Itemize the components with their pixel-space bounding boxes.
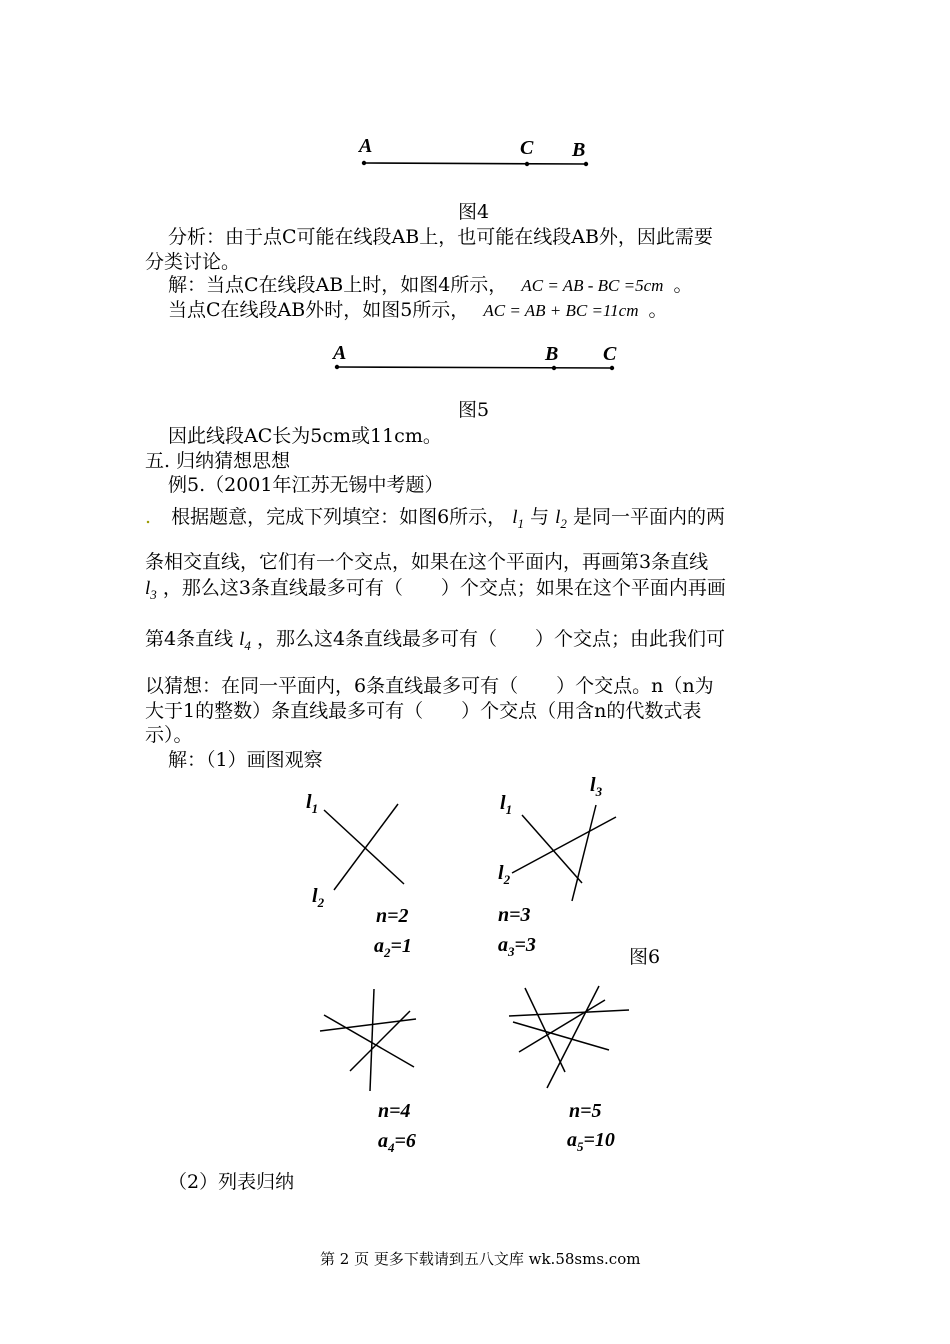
line-4 xyxy=(350,1011,410,1071)
line-4 xyxy=(547,986,599,1088)
label-l2: $l_2$ xyxy=(312,885,325,910)
figure-4-diagram xyxy=(340,130,600,175)
l4-symbol: $l_4$ xyxy=(239,629,251,653)
point-c-label: C xyxy=(603,343,617,365)
problem-line-6: 大于1的整数）条直线最多可有（ ）个交点（用含n的代数式表 xyxy=(145,700,702,722)
segment-ab xyxy=(364,163,586,164)
problem-line-3 xyxy=(145,576,726,607)
label-l1: $l_1$ xyxy=(306,791,319,816)
n-value: n=2 xyxy=(376,905,409,927)
a-value: $a_5=10$ xyxy=(567,1129,615,1154)
figure-4-caption: 图4 xyxy=(458,201,490,223)
figure-6-panel-1 xyxy=(300,780,440,960)
solution-step-2: （2）列表归纳 xyxy=(168,1171,295,1193)
line-5 xyxy=(519,1000,605,1052)
problem-line-1 xyxy=(145,505,725,536)
point-b-dot xyxy=(552,366,556,370)
l1-symbol: $l_1$ xyxy=(512,507,525,531)
line-3 xyxy=(370,989,374,1091)
figure-6-panel-3 xyxy=(310,985,440,1160)
solution-case-1-formula: AC = AB - BC =5cm xyxy=(521,276,664,295)
solution-case-2-formula: AC = AB + BC =11cm xyxy=(483,301,639,320)
point-c-label: C xyxy=(520,137,534,159)
solution-case-1-end: 。 xyxy=(673,274,693,296)
label-l1: $l_1$ xyxy=(500,792,513,817)
n-value: n=3 xyxy=(498,904,531,926)
line-l2 xyxy=(334,804,398,890)
figure-5-diagram xyxy=(325,335,625,380)
point-b-dot xyxy=(584,162,588,166)
line-l3 xyxy=(572,805,596,901)
a-value: $a_2=1$ xyxy=(374,935,412,960)
line-2 xyxy=(324,1015,414,1067)
solution-case-1-text: 解：当点C在线段AB上时，如图4所示， xyxy=(168,274,508,296)
problem-line-1-b: 与 xyxy=(530,506,550,528)
problem-line-1-c: 是同一平面内的两 xyxy=(572,506,725,528)
line-l1 xyxy=(324,810,404,884)
stray-dot: . xyxy=(145,506,152,528)
point-a-label: A xyxy=(359,135,373,157)
solution-case-1 xyxy=(168,273,693,298)
label-l2: $l_2$ xyxy=(498,862,511,887)
figure-6-panel-4 xyxy=(505,980,640,1155)
problem-line-2: 条相交直线，它们有一个交点，如果在这个平面内，再画第3条直线 xyxy=(145,551,709,573)
point-b-label: B xyxy=(545,343,559,365)
example-5-heading: 例5.（2001年江苏无锡中考题） xyxy=(168,474,444,496)
figure-6-panel-2 xyxy=(490,775,640,960)
problem-line-3-text: ，那么这3条直线最多可有（ ）个交点；如果在这个平面内再画 xyxy=(162,577,726,599)
point-a-label: A xyxy=(333,342,347,364)
problem-line-4 xyxy=(145,627,725,658)
problem-line-4-a: 第4条直线 xyxy=(145,628,234,650)
line-l2 xyxy=(512,817,616,873)
a-value: $a_3=3$ xyxy=(498,934,536,959)
segment-ac xyxy=(337,367,612,368)
solution-case-2 xyxy=(168,298,668,323)
point-c-dot xyxy=(610,366,614,370)
point-a-dot xyxy=(362,161,366,165)
label-l3: $l_3$ xyxy=(590,774,603,799)
point-c-dot xyxy=(525,162,529,166)
point-b-label: B xyxy=(572,139,586,161)
section-5-title: 五. 归纳猜想思想 xyxy=(145,450,291,472)
l3-symbol: $l_3$ xyxy=(145,578,157,602)
problem-line-1-a: 根据题意，完成下列填空：如图6所示， xyxy=(171,506,507,528)
solution-case-2-text: 当点C在线段AB外时，如图5所示， xyxy=(168,299,470,321)
n-value: n=4 xyxy=(378,1100,411,1122)
line-3 xyxy=(525,988,565,1072)
page-footer: 第 2 页 更多下载请到五八文库 wk.58sms.com xyxy=(320,1250,641,1268)
problem-line-5: 以猜想：在同一平面内，6条直线最多可有（ ）个交点。n（n为 xyxy=(145,675,714,697)
conclusion-text: 因此线段AC长为5cm或11cm。 xyxy=(168,425,442,447)
solution-case-2-end: 。 xyxy=(648,299,668,321)
a-value: $a_4=6$ xyxy=(378,1130,416,1155)
figure-6-caption: 图6 xyxy=(629,946,661,968)
point-a-dot xyxy=(335,365,339,369)
problem-line-4-b: ，那么这4条直线最多可有（ ）个交点；由此我们可 xyxy=(256,628,726,650)
analysis-line-1: 分析：由于点C可能在线段AB上，也可能在线段AB外，因此需要 xyxy=(168,226,713,248)
problem-line-7: 示）。 xyxy=(145,724,193,746)
l2-symbol: $l_2$ xyxy=(555,507,567,531)
figure-5-caption: 图5 xyxy=(458,399,490,421)
n-value: n=5 xyxy=(569,1100,602,1122)
line-1 xyxy=(509,1010,629,1016)
analysis-line-2: 分类讨论。 xyxy=(145,251,241,273)
solution-step-1: 解：（1）画图观察 xyxy=(168,749,323,771)
line-l1 xyxy=(522,815,582,883)
